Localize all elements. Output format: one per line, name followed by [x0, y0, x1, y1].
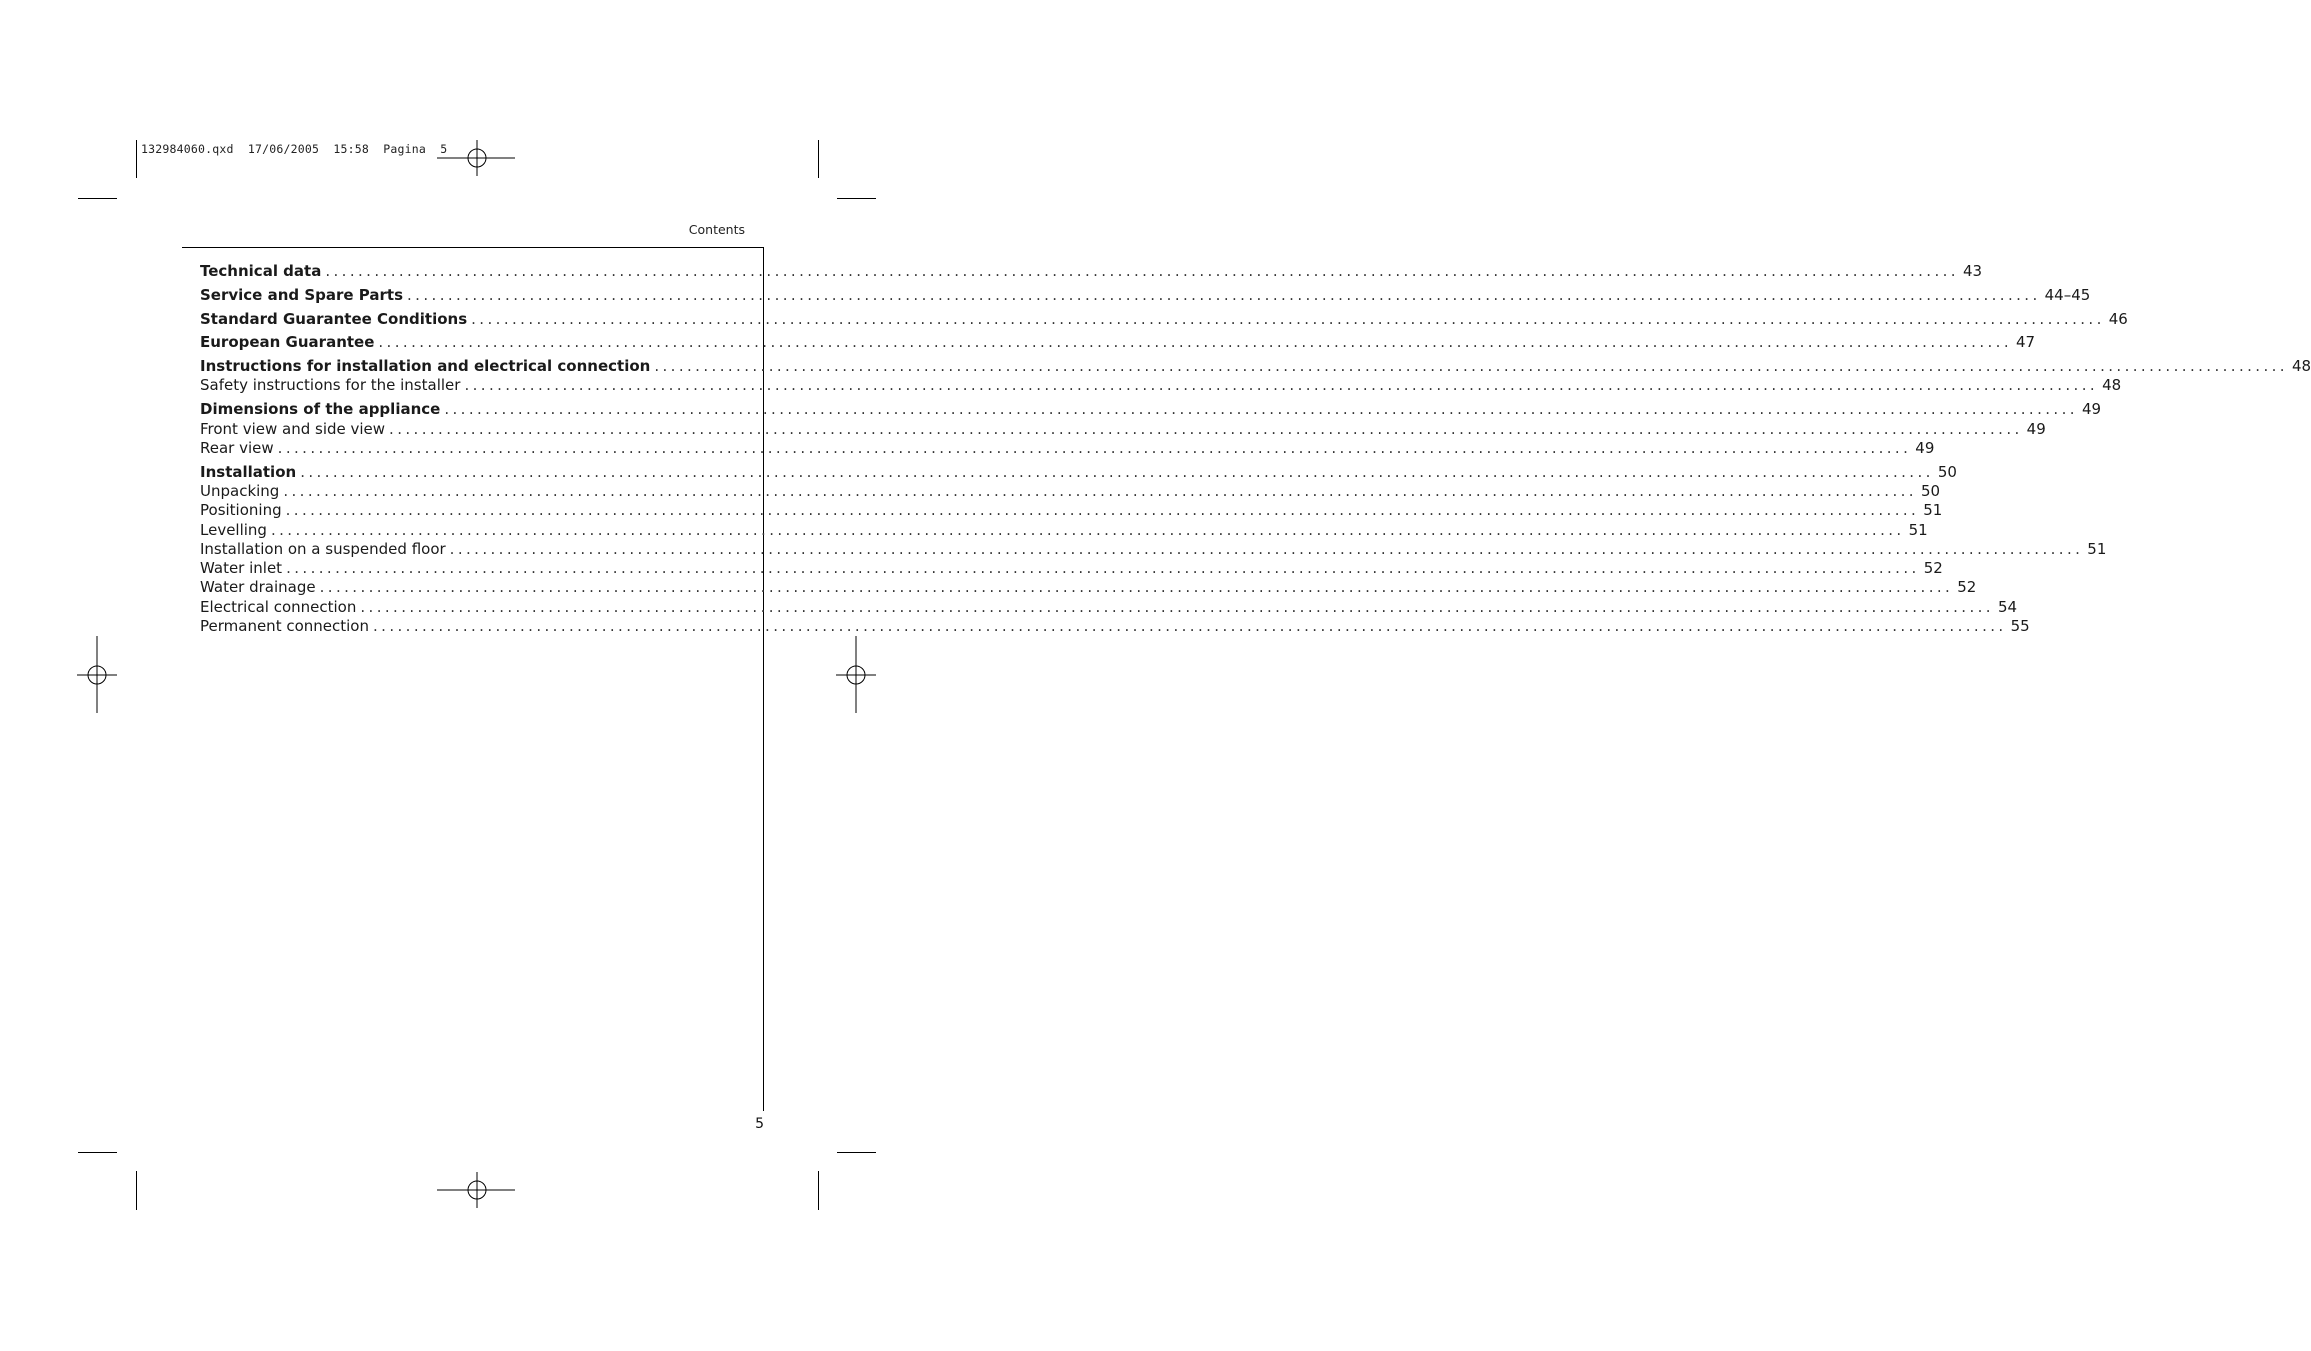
toc-entry[interactable] — [200, 357, 2311, 376]
toc-entry[interactable] — [200, 617, 2030, 636]
toc-entry-page: 44–45 — [2044, 285, 2091, 304]
dot-leader: ........................................................................................................................................................................................................ — [319, 578, 1954, 597]
crop-mark — [78, 1152, 117, 1153]
toc-entry-title: Instructions for installation and electrical connection — [200, 357, 651, 376]
dot-leader: ........................................................................................................................................................................................................ — [471, 309, 2105, 328]
toc-entry-page: 47 — [2016, 333, 2036, 352]
toc-entry[interactable] — [200, 438, 1935, 458]
toc-entry-page: 52 — [1957, 578, 1977, 597]
toc-entry-page: 50 — [1937, 462, 1957, 481]
toc-entry-page: 51 — [1908, 520, 1928, 539]
toc-entry[interactable] — [200, 559, 1943, 578]
toc-entry-title: Dimensions of the appliance — [200, 400, 441, 419]
toc-entry-page: 46 — [2108, 309, 2128, 328]
toc-entry[interactable] — [200, 285, 2091, 305]
crop-mark — [136, 140, 137, 178]
toc-entry[interactable] — [200, 262, 1983, 281]
toc-entry[interactable] — [200, 376, 2122, 395]
toc-entry[interactable] — [200, 419, 2046, 439]
header-rule — [182, 247, 764, 248]
dot-leader: ........................................................................................................................................................................................................ — [407, 285, 2041, 304]
toc-entry-title: Permanent connection — [200, 617, 369, 636]
dot-leader: ........................................................................................................................................................................................................ — [378, 333, 2013, 352]
toc-entry[interactable] — [200, 481, 1941, 501]
toc-entry[interactable] — [200, 501, 1943, 520]
toc-entry[interactable] — [200, 539, 2107, 559]
dot-leader: ........................................................................................................................................................................................................ — [285, 501, 1920, 520]
crop-mark — [818, 1171, 819, 1210]
crop-mark — [837, 1152, 876, 1153]
toc-entry-title: Water inlet — [200, 559, 283, 578]
registration-mark-right — [836, 636, 878, 714]
toc-entry[interactable] — [200, 597, 2018, 617]
dot-leader: ........................................................................................................................................................................................................ — [360, 597, 1994, 616]
toc-entry-page: 48 — [2102, 376, 2122, 395]
toc-entry-page: 49 — [2026, 419, 2046, 438]
dot-leader: ........................................................................................................................................................................................................ — [449, 539, 2084, 558]
section-header: Contents — [688, 222, 745, 237]
toc-entry-page: 43 — [1962, 262, 1983, 280]
toc-entry-page: 51 — [1923, 501, 1943, 520]
toc-entry[interactable] — [200, 333, 2036, 352]
toc-entry-title: Levelling — [200, 520, 267, 539]
dot-leader: ........................................................................................................................................................................................................ — [300, 462, 1934, 481]
registration-mark-top — [437, 138, 517, 178]
toc-entry-page: 50 — [1920, 481, 1941, 500]
toc-entry[interactable] — [200, 400, 2102, 419]
toc-entry-title: Service and Spare Parts — [200, 285, 404, 304]
toc-entry[interactable] — [200, 462, 1957, 482]
dot-leader: ........................................................................................................................................................................................................ — [389, 419, 2023, 438]
registration-mark-left — [77, 636, 119, 714]
registration-mark-bottom — [437, 1170, 517, 1210]
file-slug: 132984060.qxd 17/06/2005 15:58 Pagina 5 — [141, 142, 448, 156]
dot-leader: ........................................................................................................................................................................................................ — [464, 376, 2099, 395]
toc-entry-page: 49 — [2081, 400, 2102, 419]
toc-entry-page: 48 — [2291, 357, 2311, 376]
dot-leader: ........................................................................................................................................................................................................ — [325, 262, 1959, 280]
dot-leader: ........................................................................................................................................................................................................ — [654, 357, 2288, 376]
toc-entry-title: European Guarantee — [200, 333, 375, 352]
toc-entry-page: 55 — [2010, 617, 2030, 636]
toc-entry-page: 54 — [1997, 597, 2018, 616]
toc-entry-page: 51 — [2087, 539, 2107, 558]
crop-mark — [837, 198, 876, 199]
toc-entry[interactable] — [200, 578, 1977, 597]
toc-entry-title: Standard Guarantee Conditions — [200, 309, 468, 328]
toc-entry[interactable] — [200, 520, 1928, 540]
toc-entry-title: Safety instructions for the installer — [200, 376, 461, 395]
crop-mark — [136, 1171, 137, 1210]
crop-mark — [818, 140, 819, 178]
toc-entry-page: 52 — [1923, 559, 1943, 578]
toc-entry-title: Installation — [200, 462, 297, 481]
dot-leader: ........................................................................................................................................................................................................ — [286, 559, 1920, 578]
dot-leader: ........................................................................................................................................................................................................ — [270, 520, 1905, 539]
toc-entry-title: Front view and side view — [200, 419, 386, 438]
toc-entry-title: Positioning — [200, 501, 282, 520]
dot-leader: ........................................................................................................................................................................................................ — [277, 438, 1912, 457]
toc-entry-title: Electrical connection — [200, 597, 357, 616]
dot-leader: ........................................................................................................................................................................................................ — [372, 617, 2007, 636]
toc-entry-title: Technical data — [200, 262, 322, 280]
table-of-contents — [200, 262, 2311, 636]
toc-entry[interactable] — [200, 309, 2128, 329]
toc-entry-title: Installation on a suspended floor — [200, 539, 446, 558]
toc-entry-title: Rear view — [200, 438, 274, 457]
crop-mark — [78, 198, 117, 199]
dot-leader: ........................................................................................................................................................................................................ — [283, 481, 1917, 500]
toc-entry-title: Water drainage — [200, 578, 316, 597]
page-number: 5 — [755, 1116, 764, 1132]
dot-leader: ........................................................................................................................................................................................................ — [444, 400, 2078, 419]
toc-entry-title: Unpacking — [200, 481, 280, 500]
toc-entry-page: 49 — [1915, 438, 1935, 457]
